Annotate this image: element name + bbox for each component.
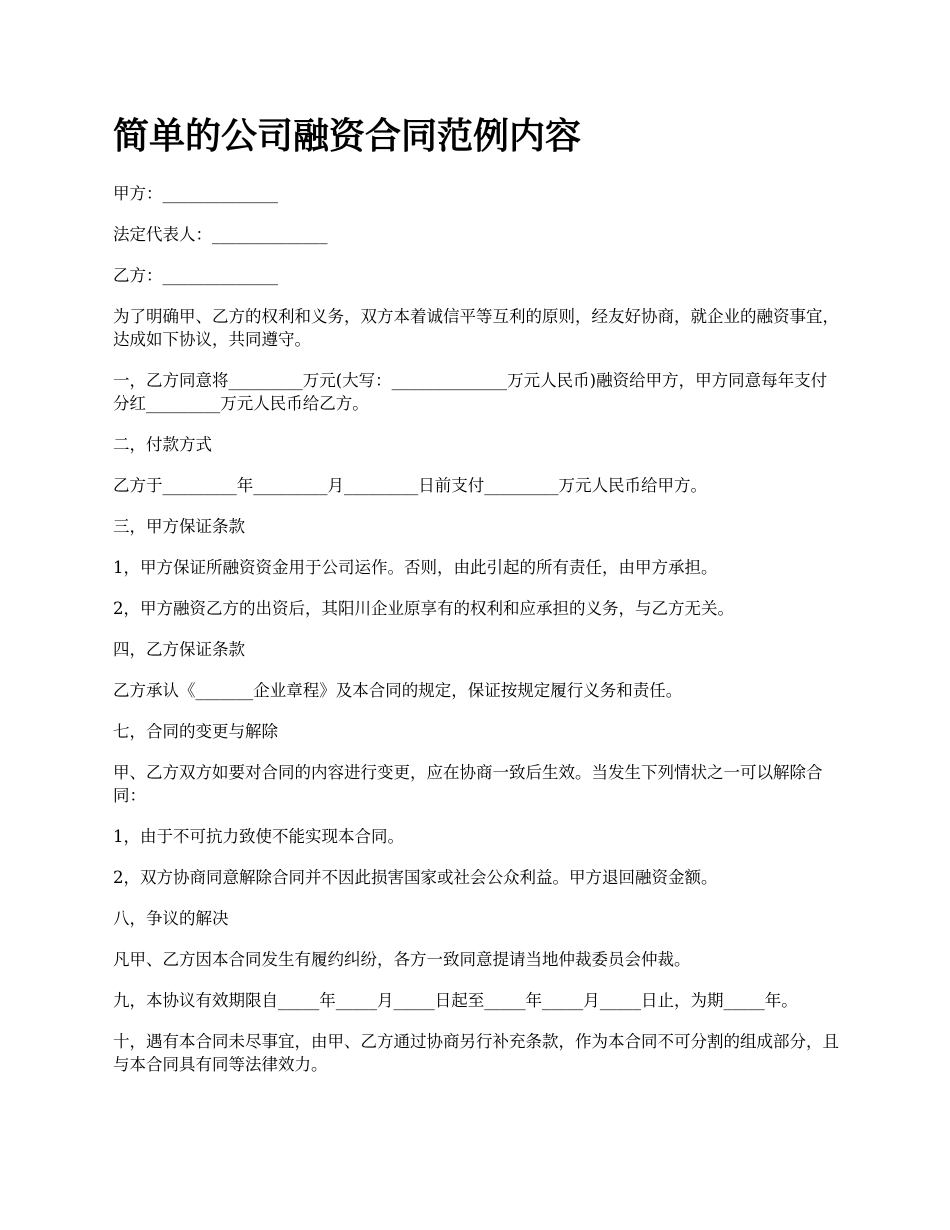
payment-date-line: 乙方于_________年_________月_________日前支付_________万元人民币给甲方。 <box>113 476 707 495</box>
change-termination-text: 甲、乙方双方如要对合同的内容进行变更，应在协商一致后生效。当发生下列情状之一可以解除合同： <box>113 763 823 805</box>
party-a-line: 甲方：______________ <box>113 184 278 203</box>
clause-1-financing-amount: 一，乙方同意将_________万元(大写：______________万元人民币)融资给甲方，甲方同意每年支付分红_________万元人民币给乙方。 <box>113 371 828 413</box>
party-b-guarantee-text: 乙方承认《_______企业章程》及本合同的规定，保证按规定履行义务和责任。 <box>113 681 683 700</box>
document-page <box>113 108 841 1094</box>
section-heading-party-b-guarantee: 四，乙方保证条款 <box>113 640 245 659</box>
clause-10-supplementary: 十，遇有本合同未尽事宜，由甲、乙方通过协商另行补充条款，作为本合同不可分割的组成部分，且与本合同具有同等法律效力。 <box>113 1032 839 1074</box>
legal-representative-line: 法定代表人：______________ <box>113 225 328 244</box>
section-heading-payment: 二，付款方式 <box>113 435 212 454</box>
clause-9-validity-period: 九，本协议有效期限自_____年_____月_____日起至_____年_____月_____日止，为期_____年。 <box>113 991 798 1010</box>
preamble-paragraph: 为了明确甲、乙方的权利和义务，双方本着诚信平等互利的原则，经友好协商，就企业的融资事宜，达成如下协议，共同遵守。 <box>113 307 839 349</box>
section-heading-change-termination: 七，合同的变更与解除 <box>113 722 278 741</box>
termination-item-1: 1，由于不可抗力致使不能实现本合同。 <box>113 827 404 846</box>
section-heading-party-a-guarantee: 三，甲方保证条款 <box>113 517 245 536</box>
section-heading-dispute: 八，争议的解决 <box>113 909 229 928</box>
dispute-text: 凡甲、乙方因本合同发生有履约纠纷，各方一致同意提请当地仲裁委员会仲裁。 <box>113 950 691 969</box>
termination-item-2: 2，双方协商同意解除合同并不因此损害国家或社会公众利益。甲方退回融资金额。 <box>113 868 718 887</box>
document-title: 简单的公司融资合同范例内容 <box>113 115 582 157</box>
party-b-line: 乙方：______________ <box>113 266 278 285</box>
party-a-guarantee-item-1: 1，甲方保证所融资资金用于公司运作。否则，由此引起的所有责任，由甲方承担。 <box>113 558 718 577</box>
party-a-guarantee-item-2: 2，甲方融资乙方的出资后，其阳川企业原享有的权利和应承担的义务，与乙方无关。 <box>113 599 734 618</box>
